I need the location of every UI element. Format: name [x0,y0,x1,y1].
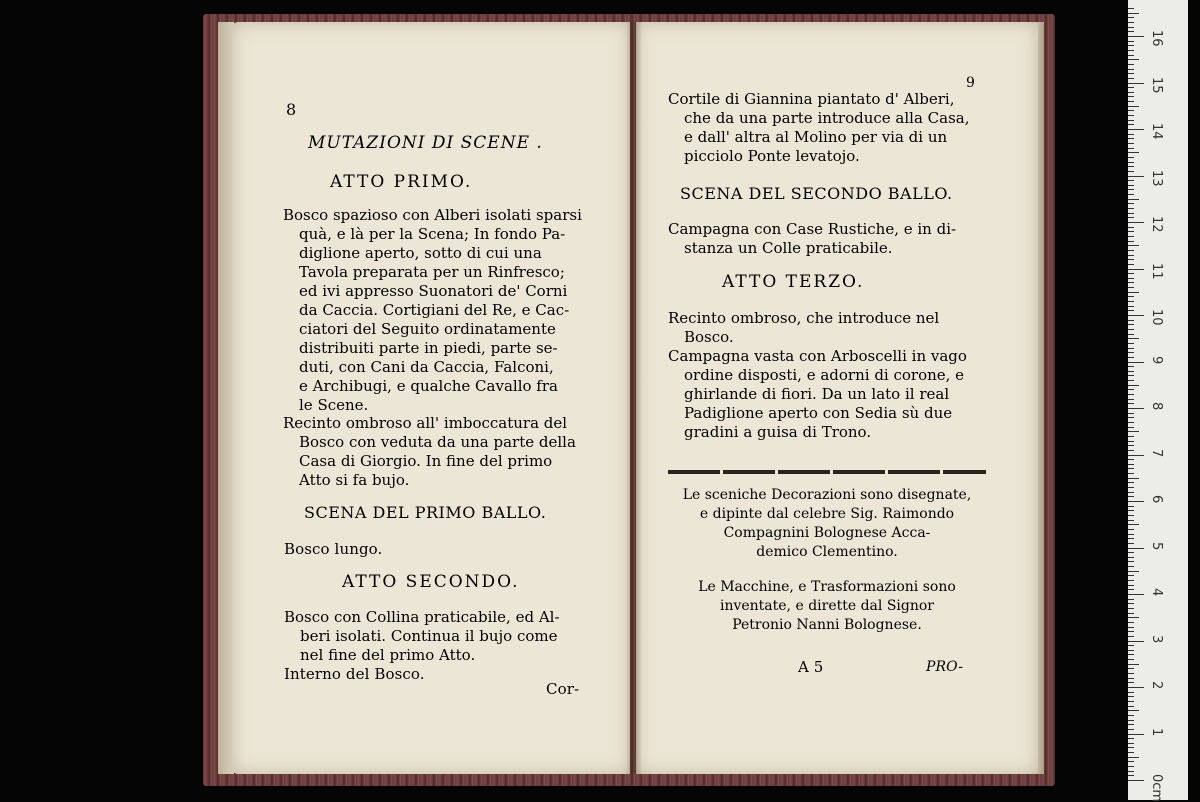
text-line: Recinto ombroso, che introduce nel [668,309,940,327]
ruler-tick [1128,115,1134,116]
ruler-tick [1128,682,1134,683]
ruler-tick [1128,403,1134,404]
ruler-tick [1128,306,1134,307]
ruler-tick [1128,631,1134,632]
text-line: nel fine del primo Atto. [300,646,476,664]
text-line: Recinto ombroso all' imboccatura del [283,414,568,432]
ruler-tick [1128,269,1144,270]
ruler-tick [1128,27,1134,28]
text-line: Casa di Giorgio. In fine del primo [299,452,553,470]
ruler-tick [1128,259,1134,260]
ruler-tick [1128,17,1134,18]
heading-scena-primo-ballo: SCENA DEL PRIMO BALLO. [304,503,547,522]
ruler-label: 1 [1149,727,1164,736]
ruler-tick [1128,227,1134,228]
ruler-tick [1128,357,1134,358]
ruler-tick [1128,515,1134,516]
ruler-tick [1128,692,1134,693]
ruler-tick [1128,580,1134,581]
ruler-tick [1128,208,1134,209]
ruler-tick [1128,627,1134,628]
ruler-tick [1128,529,1134,530]
ruler-tick [1128,231,1134,232]
ruler-tick [1128,199,1139,200]
heading-atto-secondo: ATTO SECONDO. [342,572,520,592]
text-line: distribuiti parte in piedi, parte se- [299,339,558,357]
ruler-tick [1128,752,1134,753]
ruler-tick [1128,557,1134,558]
text-line: diglione aperto, sotto di cui una [299,244,542,262]
ruler-tick [1128,613,1134,614]
ruler-tick [1128,13,1139,14]
ruler-tick [1128,599,1134,600]
signature-mark: A 5 [798,658,824,676]
ruler-tick [1128,185,1134,186]
ruler-tick [1128,482,1134,483]
ruler-label: 0cm [1149,774,1164,802]
ruler-tick [1128,575,1134,576]
heading-atto-terzo: ATTO TERZO. [722,272,865,292]
ruler-tick [1128,324,1134,325]
ruler-tick [1128,413,1134,414]
ruler-tick [1128,780,1144,781]
ruler-tick [1128,594,1144,595]
text-line: picciolo Ponte levatojo. [684,147,860,165]
ruler-tick [1128,431,1139,432]
text-line: stanza un Colle praticabile. [684,239,893,257]
ruler-tick [1128,487,1134,488]
ruler-tick [1128,450,1134,451]
ruler-tick [1128,687,1144,688]
ruler-tick [1128,771,1134,772]
ruler-tick [1128,129,1144,130]
ruler-tick [1128,362,1144,363]
ruler-label: 10 [1149,309,1164,326]
ruler-tick [1128,171,1134,172]
ruler-label: 12 [1149,216,1164,233]
ruler-tick [1128,473,1134,474]
heading-scena-secondo-ballo: SCENA DEL SECONDO BALLO. [680,184,953,203]
ruler-label: 15 [1149,76,1164,94]
ruler-tick [1128,701,1134,702]
ruler-tick [1128,496,1134,497]
ruler-tick [1128,524,1139,525]
ruler-tick [1128,636,1134,637]
ruler-tick [1128,501,1144,502]
ruler-tick [1128,73,1134,74]
text-line: Bosco con Collina praticabile, ed Al- [284,608,560,626]
ruler-tick [1128,264,1134,265]
ruler-tick [1128,106,1139,107]
text-line: inventate, e dirette dal Signor [719,598,935,614]
ruler-tick [1128,385,1139,386]
ruler-tick [1128,710,1139,711]
ruler-tick [1128,720,1134,721]
ruler-tick [1128,455,1144,456]
ruler-tick [1128,738,1134,739]
ruler-tick [1128,571,1139,572]
ruler-tick [1128,603,1134,604]
ruler-tick [1128,724,1134,725]
text-line: beri isolati. Continua il bujo come [300,627,558,645]
ruler-label: 6 [1149,495,1164,504]
ruler-tick [1128,69,1134,70]
divider-rule [668,470,986,474]
text-line: e dipinte dal celebre Sig. Raimondo [699,506,955,522]
ruler-tick [1128,348,1134,349]
paragraph-cortile [668,90,970,166]
text-line: Compagnini Bolognese Acca- [723,525,931,541]
ruler-tick [1128,343,1134,344]
ruler-tick [1128,41,1134,42]
text-line: Bosco spazioso con Alberi isolati sparsi [283,206,582,224]
text-line: Atto si fa bujo. [299,471,410,489]
ruler-tick [1128,124,1134,125]
catchword-left: Cor- [546,680,580,698]
ruler-tick [1128,552,1134,553]
ruler-tick [1128,31,1134,32]
ruler-tick [1128,468,1134,469]
ruler-tick [1128,96,1134,97]
ruler-tick [1128,162,1134,163]
ruler-tick [1128,287,1134,288]
ruler-tick [1128,176,1144,177]
text-line: demico Clementino. [756,544,898,560]
ruler-tick [1128,506,1134,507]
credits-decorazioni [662,486,992,562]
ruler-tick [1128,478,1139,479]
ruler-tick [1128,152,1139,153]
page-number-left: 8 [286,100,297,119]
text-line: Petronio Nanni Bolognese. [732,617,922,633]
ruler-tick [1128,338,1139,339]
ruler-tick [1128,673,1134,674]
ruler-tick [1128,371,1134,372]
ruler-tick [1128,36,1144,37]
ruler-label: 3 [1149,634,1164,643]
ruler-tick [1128,715,1134,716]
ruler-tick [1128,441,1134,442]
text-line: ordine disposti, e adorni di corone, e [684,366,965,384]
ruler-tick [1128,585,1134,586]
ruler-tick [1128,696,1134,697]
ruler-tick [1128,654,1134,655]
ruler-tick [1128,366,1134,367]
ruler-tick [1128,301,1134,302]
ruler-tick [1128,329,1134,330]
ruler-tick [1128,422,1134,423]
ruler-tick [1128,608,1134,609]
ruler-tick [1128,561,1134,562]
text-line: Tavola preparata per un Rinfresco; [299,263,565,281]
ruler-tick [1128,464,1134,465]
text-line: duti, con Cani da Caccia, Falconi, [299,358,554,376]
ruler-tick [1128,273,1134,274]
ruler-tick [1128,566,1134,567]
ruler-tick [1128,589,1134,590]
ruler-tick [1128,334,1134,335]
text-line: da Caccia. Cortigiani del Re, e Cac- [299,301,570,319]
ruler-tick [1128,510,1134,511]
text-line: Bosco. [684,328,734,346]
ruler-tick [1128,757,1139,758]
ruler-tick [1128,83,1144,84]
ruler-tick [1128,50,1134,51]
ruler-tick [1128,775,1134,776]
text-line: ed ivi appresso Suonatori de' Corni [299,282,568,300]
text-line: che da una parte introduce alla Casa, [684,109,970,127]
ruler-tick [1128,213,1134,214]
ruler-tick [1128,622,1134,623]
ruler-label: 4 [1149,588,1164,597]
ruler-label: 11 [1149,262,1164,280]
ruler-tick [1128,706,1134,707]
ruler-tick [1128,236,1134,237]
ruler-label: 8 [1149,402,1164,411]
ruler-tick [1128,729,1134,730]
ruler-tick [1128,352,1134,353]
paragraph-campagna-vasta [668,347,967,442]
ruler-tick [1128,645,1134,646]
ruler-tick [1128,747,1134,748]
ruler-tick [1128,315,1144,316]
ruler-tick [1128,241,1134,242]
text-line: Cortile di Giannina piantato d' Alberi, [668,90,955,108]
credits-macchine [662,578,992,635]
paragraph-atto-secondo [284,608,560,665]
ruler-tick [1128,761,1134,762]
text-interno-bosco: Interno del Bosco. [284,665,425,683]
text-line: Padiglione aperto con Sedia sù due [684,404,953,422]
ruler-tick [1128,143,1134,144]
ruler-label: 14 [1149,123,1164,140]
ruler-tick [1128,22,1134,23]
ruler-tick [1128,166,1134,167]
ruler-tick [1128,543,1134,544]
text-line: Campagna vasta con Arboscelli in vago [668,347,967,365]
text-line: Bosco con veduta da una parte della [299,433,576,451]
ruler-tick [1128,664,1139,665]
text-line: e dall' altra al Molino per via di un [684,128,948,146]
catchword-right: PRO- [926,659,964,675]
text-line: ghirlande di fiori. Da un lato il real [684,385,950,403]
ruler-tick [1128,203,1134,204]
ruler-tick [1128,538,1134,539]
ruler-tick [1128,138,1134,139]
ruler-tick [1128,250,1134,251]
paragraph-atto-primo-2 [283,414,576,490]
ruler-tick [1128,110,1134,111]
ruler-tick [1128,427,1134,428]
ruler-tick [1128,282,1134,283]
ruler-tick [1128,78,1134,79]
ruler-tick [1128,766,1134,767]
ruler-tick [1128,641,1144,642]
ruler-tick [1128,617,1139,618]
ruler-tick [1128,194,1134,195]
ruler-tick [1128,734,1144,735]
ruler-tick [1128,492,1134,493]
ruler-tick [1128,678,1134,679]
ruler-tick [1128,278,1134,279]
ruler-tick [1128,92,1134,93]
ruler-tick [1128,408,1144,409]
book-gutter [626,22,642,774]
ruler-tick [1128,520,1134,521]
ruler-tick [1128,417,1134,418]
page-title: MUTAZIONI DI SCENE . [308,133,543,153]
heading-atto-primo: ATTO PRIMO. [330,172,473,192]
ruler-tick [1128,436,1134,437]
ruler-tick [1128,134,1134,135]
text-line: e Archibugi, e qualche Cavallo fra [299,377,558,395]
ruler-tick [1128,245,1139,246]
ruler-label: 9 [1149,355,1164,364]
ruler-tick [1128,548,1144,549]
ruler-tick [1128,255,1134,256]
ruler-tick [1128,310,1134,311]
ruler-tick [1128,320,1134,321]
paragraph-campagna [668,220,956,258]
ruler-tick [1128,8,1134,9]
measuring-ruler [1128,0,1188,800]
ruler-label: 5 [1149,541,1164,550]
text-line: quà, e là per la Scena; In fondo Pa- [299,225,566,243]
ruler-tick [1128,650,1134,651]
text-line: ciatori del Seguito ordinatamente [299,320,556,338]
ruler-tick [1128,87,1134,88]
ruler-tick [1128,389,1134,390]
ruler-tick [1128,157,1134,158]
paragraph-atto-primo-1 [283,206,582,415]
ruler-tick [1128,222,1144,223]
ruler-tick [1128,120,1134,121]
ruler-tick [1128,101,1134,102]
text-bosco-lungo: Bosco lungo. [284,540,383,558]
text-line: Le sceniche Decorazioni sono disegnate, [682,487,972,503]
ruler-tick [1128,292,1139,293]
ruler-tick [1128,59,1139,60]
ruler-tick [1128,668,1134,669]
ruler-tick [1128,180,1134,181]
text-line: gradini a guisa di Trono. [684,423,872,441]
ruler-tick [1128,459,1134,460]
ruler-label: 13 [1149,169,1164,187]
ruler-tick [1128,394,1134,395]
text-line: Campagna con Case Rustiche, e in di- [668,220,957,238]
ruler-tick [1128,217,1134,218]
ruler-label: 7 [1149,448,1164,457]
ruler-tick [1128,659,1134,660]
ruler-tick [1128,380,1134,381]
ruler-tick [1128,45,1134,46]
ruler-label: 16 [1149,30,1164,47]
ruler-tick [1128,445,1134,446]
ruler-tick [1128,375,1134,376]
ruler-tick [1128,189,1134,190]
text-line: Le Macchine, e Trasformazioni sono [698,579,956,595]
ruler-tick [1128,399,1134,400]
ruler-tick [1128,64,1134,65]
ruler-label: 2 [1149,681,1164,690]
ruler-tick [1128,148,1134,149]
ruler-tick [1128,55,1134,56]
ruler-tick [1128,296,1134,297]
ruler-tick [1128,534,1134,535]
paragraph-recinto [668,309,939,347]
text-line: le Scene. [299,396,369,414]
ruler-tick [1128,743,1134,744]
page-number-right: 9 [966,75,976,91]
